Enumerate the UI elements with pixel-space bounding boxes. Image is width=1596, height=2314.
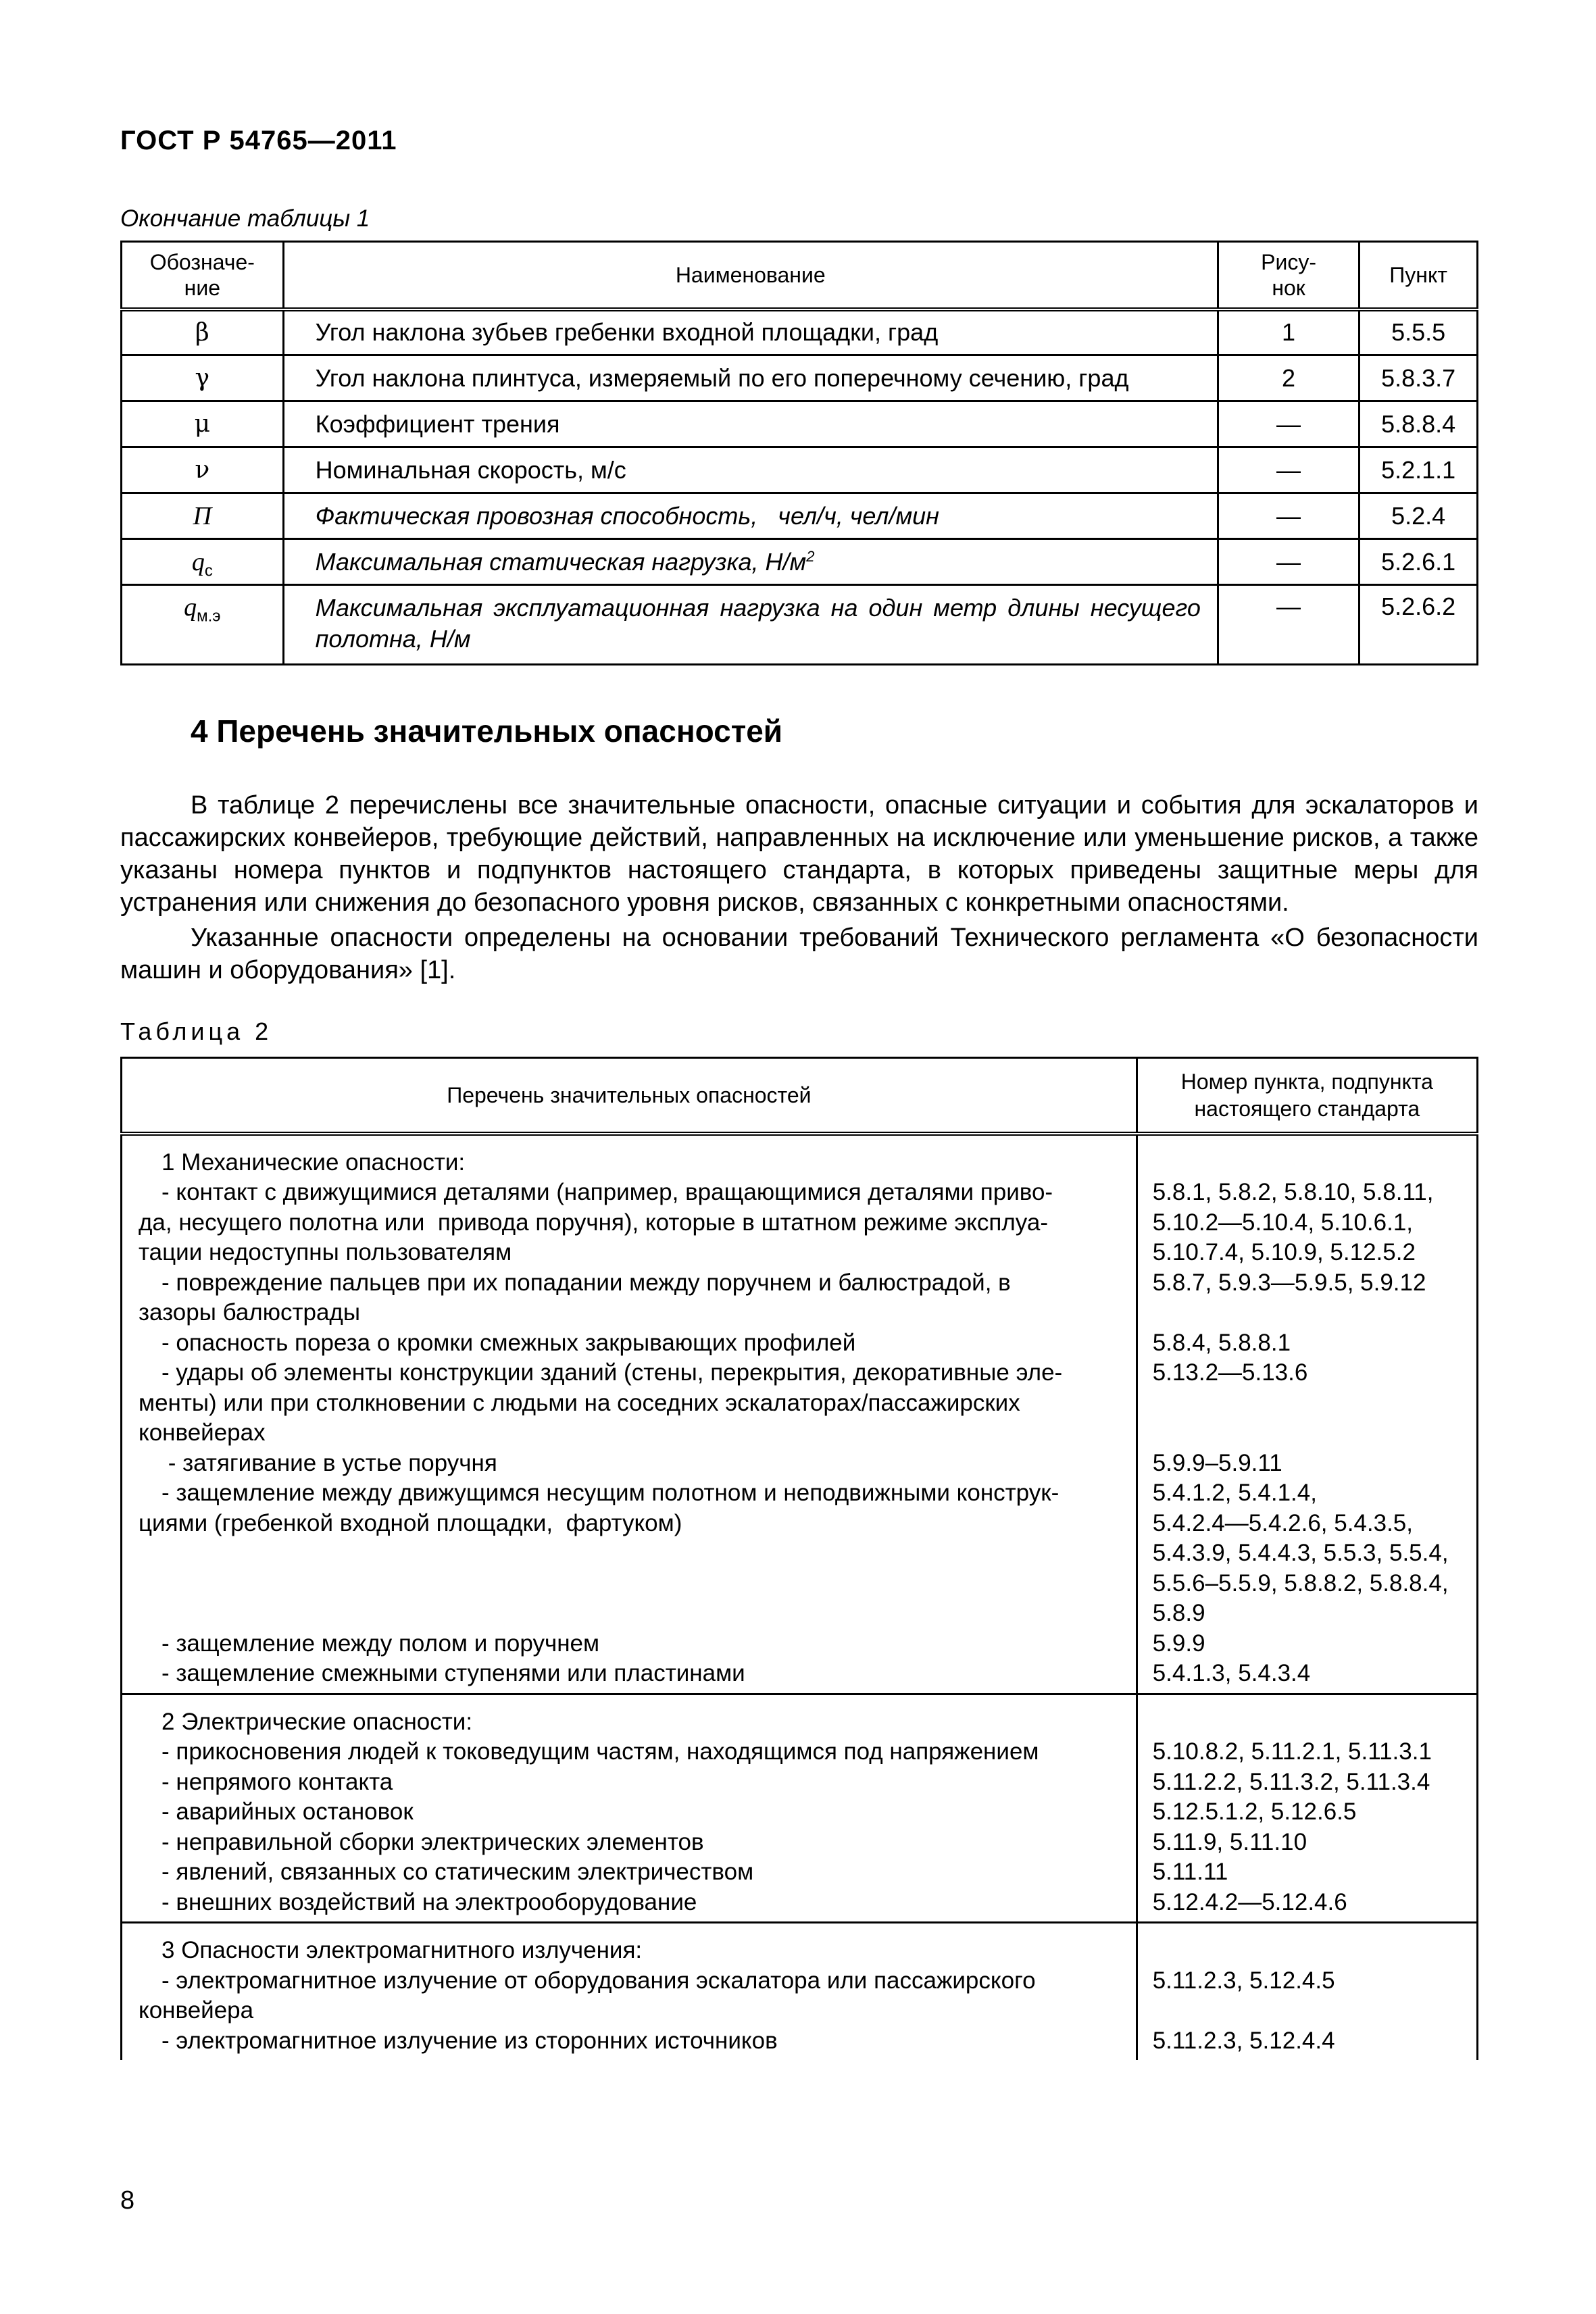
reference-cell <box>1137 1694 1477 1923</box>
item-cell: 5.5.5 <box>1360 309 1478 355</box>
reference-line: 5.4.1.3, 5.4.3.4 <box>1152 1660 1311 1686</box>
table1-header-symbol <box>122 242 284 309</box>
reference-line: 5.12.5.1.2, 5.12.6.5 <box>1152 1799 1357 1825</box>
hazard-line: - удары об элементы конструкции зданий (стены, перекрытия, декоративные эле- <box>161 1359 1063 1386</box>
reference-line: 5.10.2—5.10.4, 5.10.6.1, <box>1152 1209 1414 1236</box>
section-4-paragraph-1: В таблице 2 перечислены все значительные опасности, опасные ситуации и события для эскалаторов и пассажирских конвейеров, требующие действий, направленных на исключение или уменьшение рисков, а также указаны номера пунктов и подпунктов настоящего стандарта, в которых приведены защитные меры для устранения или снижения до безопасного уровня рисков, связанных с конкретными опасностями. <box>120 791 1478 917</box>
reference-line: 5.8.7, 5.9.3—5.9.5, 5.9.12 <box>1152 1269 1426 1296</box>
hazard-line: - внешних воздействий на электрооборудование <box>161 1888 697 1915</box>
hazard-cell <box>122 1134 1137 1694</box>
hazard-line: зазоры балюстрады <box>139 1299 361 1326</box>
table2-header-row <box>122 1058 1478 1134</box>
hazard-line: - аварийных остановок <box>161 1799 414 1825</box>
name-cell: Угол наклона зубьев гребенки входной площадки, град <box>283 309 1218 355</box>
reference-line: 5.8.4, 5.8.8.1 <box>1152 1329 1291 1356</box>
table-row <box>122 401 1478 447</box>
hazard-line: - затягивание в устье поручня <box>161 1449 497 1476</box>
table1-header-name: Наименование <box>283 242 1218 309</box>
figure-cell: 1 <box>1218 309 1359 355</box>
table-row <box>122 585 1478 665</box>
table-row <box>122 1694 1478 1923</box>
figure-cell: — <box>1218 401 1359 447</box>
document-header-title: ГОСТ Р 54765—2011 <box>120 126 397 155</box>
reference-line <box>1153 1388 1468 1419</box>
figure-cell: 2 <box>1218 355 1359 401</box>
header-figure-text: Рису- нок <box>1261 249 1316 300</box>
table-row <box>122 1134 1478 1694</box>
reference-line <box>1153 1298 1468 1328</box>
reference-line <box>1153 1936 1468 1966</box>
hazard-line: конвейера <box>139 1997 254 2023</box>
reference-line: 5.11.2.2, 5.11.3.2, 5.11.3.4 <box>1152 1768 1430 1795</box>
reference-line <box>1153 1996 1468 2026</box>
table-1 <box>120 241 1478 665</box>
symbol-subscript: с <box>204 561 213 580</box>
symbol-cell <box>122 585 284 665</box>
table1-header-row <box>122 242 1478 309</box>
figure-cell: — <box>1218 493 1359 539</box>
name-superscript: 2 <box>806 547 815 565</box>
table1-caption: Окончание таблицы 1 <box>120 205 370 232</box>
reference-line: 5.4.2.4—5.4.2.6, 5.4.3.5, <box>1152 1509 1413 1536</box>
table-row <box>122 1923 1478 2061</box>
reference-line: 5.4.1.2, 5.4.1.4, <box>1152 1480 1317 1506</box>
name-text: Максимальная статическая нагрузка, Н/м <box>315 547 807 576</box>
symbol-subscript: м.э <box>197 607 221 626</box>
item-cell: 5.2.6.2 <box>1360 585 1478 665</box>
name-cell: Фактическая провозная способность, чел/ч, чел/мин <box>283 493 1218 539</box>
section-4-paragraph-2: Указанные опасности определены на основании требований Технического регламента «О безопасности машин и оборудования» [1]. <box>120 924 1478 984</box>
reference-line: 5.11.2.3, 5.12.4.5 <box>1152 1967 1335 1994</box>
table2-header-refs <box>1137 1058 1477 1134</box>
figure-cell: — <box>1218 585 1359 665</box>
symbol-cell: П <box>122 493 284 539</box>
name-cell: Коэффициент трения <box>283 401 1218 447</box>
name-cell: Угол наклона плинтуса, измеряемый по его поперечному сечению, град <box>283 355 1218 401</box>
hazard-line: конвейерах <box>139 1419 266 1446</box>
item-cell: 5.8.3.7 <box>1360 355 1478 401</box>
reference-line <box>1153 1148 1468 1178</box>
hazard-line: - повреждение пальцев при их попадании между поручнем и балюстрадой, в <box>161 1269 1011 1296</box>
table2-label: Таблица 2 <box>120 1017 273 1045</box>
hazard-line <box>139 1569 1125 1599</box>
header-refs-text: Номер пункта, подпункта настоящего стандарта <box>1180 1069 1433 1121</box>
reference-line: 5.11.9, 5.11.10 <box>1152 1828 1307 1855</box>
table-row <box>122 355 1478 401</box>
hazard-line: менты) или при столкновении с людьми на соседних эскалаторах/пассажирских <box>139 1389 1020 1416</box>
symbol-cell <box>122 539 284 585</box>
reference-cell <box>1137 1134 1477 1694</box>
hazard-line: - прикосновения людей к токоведущим частям, находящимся под напряжением <box>161 1738 1039 1765</box>
item-cell: 5.2.4 <box>1360 493 1478 539</box>
hazard-cell <box>122 1923 1137 2061</box>
hazard-line: - неправильной сборки электрических элементов <box>161 1828 704 1855</box>
hazard-line: да, несущего полотна или привода поручня), которые в штатном режиме эксплуа- <box>139 1209 1049 1236</box>
section-4-title: 4 Перечень значительных опасностей <box>191 713 783 749</box>
name-cell: Номинальная скорость, м/с <box>283 447 1218 493</box>
symbol-cell: μ <box>122 401 284 447</box>
reference-line: 5.8.9 <box>1152 1600 1205 1626</box>
hazard-line: 1 Механические опасности: <box>161 1149 466 1176</box>
reference-line <box>1153 1707 1468 1738</box>
hazard-cell <box>122 1694 1137 1923</box>
symbol-cell: ν <box>122 447 284 493</box>
hazard-line: - опасность пореза о кромки смежных закрывающих профилей <box>161 1329 856 1356</box>
hazard-line <box>139 1538 1125 1569</box>
reference-line: 5.10.7.4, 5.10.9, 5.12.5.2 <box>1152 1239 1416 1265</box>
table1-header-item: Пункт <box>1360 242 1478 309</box>
hazard-line: - контакт с движущимися деталями (например, вращающимися деталями приво- <box>161 1179 1053 1205</box>
table1-header-figure <box>1218 242 1359 309</box>
table-row <box>122 447 1478 493</box>
hazard-line <box>139 1599 1125 1629</box>
table2-header-hazards: Перечень значительных опасностей <box>122 1058 1137 1134</box>
reference-line: 5.12.4.2—5.12.4.6 <box>1152 1888 1347 1915</box>
name-cell <box>283 539 1218 585</box>
hazard-line: тации недоступны пользователям <box>139 1239 512 1265</box>
reference-line <box>1153 1418 1468 1449</box>
reference-line: 5.10.8.2, 5.11.2.1, 5.11.3.1 <box>1152 1738 1432 1765</box>
reference-line: 5.4.3.9, 5.4.4.3, 5.5.3, 5.5.4, <box>1152 1540 1449 1566</box>
item-cell: 5.8.8.4 <box>1360 401 1478 447</box>
table-row <box>122 309 1478 355</box>
name-cell: Максимальная эксплуатационная нагрузка на один метр длины несущего полотна, Н/м <box>283 585 1218 665</box>
symbol-q: q <box>191 547 205 576</box>
symbol-q: q <box>184 593 197 622</box>
hazard-line: - непрямого контакта <box>161 1768 393 1795</box>
hazard-line: 2 Электрические опасности: <box>161 1708 473 1735</box>
reference-line: 5.9.9–5.9.11 <box>1152 1449 1282 1476</box>
reference-line: 5.11.2.3, 5.12.4.4 <box>1152 2027 1335 2054</box>
hazard-line: - электромагнитное излучение из сторонних источников <box>161 2027 778 2054</box>
hazard-line: - явлений, связанных со статическим электричеством <box>161 1859 754 1885</box>
page-number: 8 <box>120 2186 135 2215</box>
item-cell: 5.2.6.1 <box>1360 539 1478 585</box>
hazard-line: - защемление смежными ступенями или пластинами <box>161 1660 745 1686</box>
reference-line: 5.9.9 <box>1152 1630 1205 1657</box>
symbol-cell: β <box>122 309 284 355</box>
item-cell: 5.2.1.1 <box>1360 447 1478 493</box>
hazard-line: - защемление между полом и поручнем <box>161 1630 600 1657</box>
figure-cell: — <box>1218 447 1359 493</box>
table-row <box>122 539 1478 585</box>
reference-line: 5.8.1, 5.8.2, 5.8.10, 5.8.11, <box>1152 1179 1434 1205</box>
table-row <box>122 493 1478 539</box>
table-2 <box>120 1057 1478 2060</box>
hazard-line: - электромагнитное излучение от оборудования эскалатора или пассажирского <box>161 1967 1036 1994</box>
reference-line: 5.5.6–5.5.9, 5.8.8.2, 5.8.8.4, <box>1152 1569 1449 1596</box>
reference-line: 5.13.2—5.13.6 <box>1152 1359 1308 1386</box>
figure-cell: — <box>1218 539 1359 585</box>
symbol-cell: γ <box>122 355 284 401</box>
reference-cell <box>1137 1923 1477 2061</box>
hazard-line: 3 Опасности электромагнитного излучения: <box>161 1937 643 1963</box>
reference-line: 5.11.11 <box>1152 1859 1228 1885</box>
header-symbol-text: Обозначе- ние <box>149 249 255 300</box>
hazard-line: - защемление между движущимся несущим полотном и неподвижными конструк- <box>161 1480 1059 1506</box>
hazard-line: циями (гребенкой входной площадки, фартуком) <box>139 1509 682 1536</box>
